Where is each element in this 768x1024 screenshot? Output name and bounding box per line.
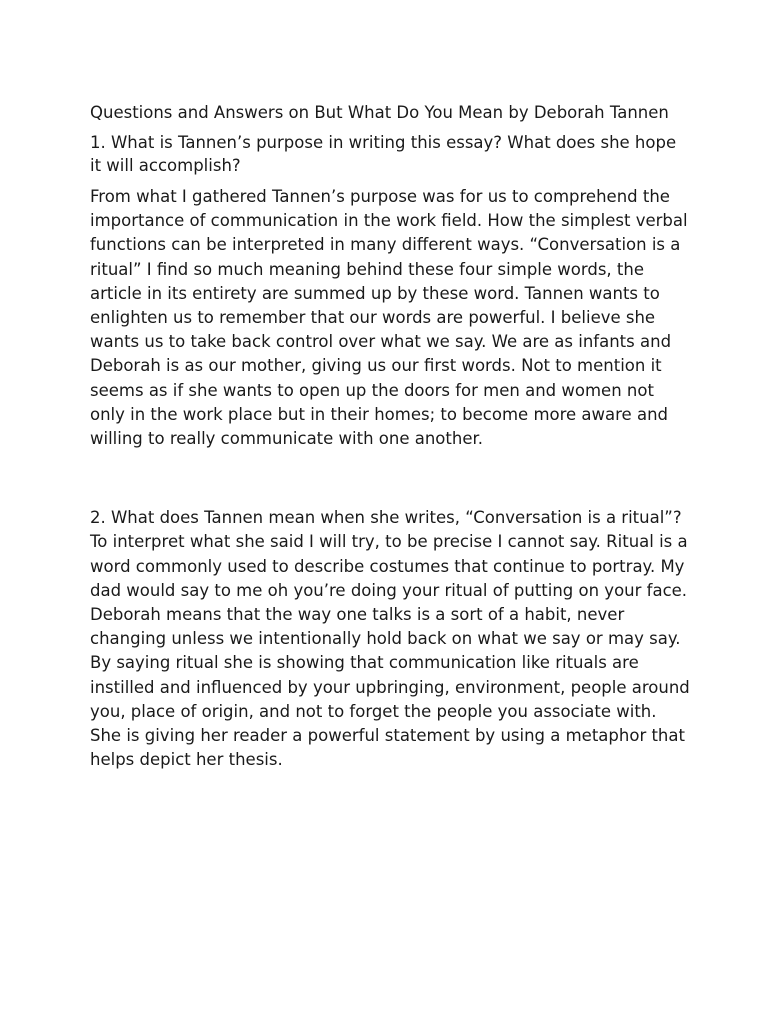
document-title: Questions and Answers on But What Do You Mean by Deborah Tannen	[90, 103, 669, 122]
question-2: 2. What does Tannen mean when she writes, “Conversation is a ritual”?	[90, 508, 682, 528]
question-1: 1. What is Tannen’s purpose in writing this essay? What does she hope it will accomplish?	[90, 133, 677, 175]
answer-1: From what I gathered Tannen’s purpose was for us to comprehend the importance of communication in the work field. How the simplest verbal functions can be interpreted in many different ways. “Conversation is a ritual” I find so much meaning behind these four simple words, the article in its entirety are summed up by these word. Tannen wants to enlighten us to remember that our words are powerful. I believe she wants us to take back control over what we say. We are as infants and Deborah is as our mother, giving us our first words. Not to mention it seems as if she wants to open up the doors for men and women not only in the work place but in their homes; to become more aware and willing to really communicate with one another.	[90, 187, 688, 449]
answer-2: To interpret what she said I will try, to be precise I cannot say. Ritual is a word commonly used to describe costumes that continue to portray. My dad would say to me oh you’re doing your ritual of putting on your face. Deborah means that the way one talks is a sort of a habit, never changing unless we intentionally hold back on what we say or may say. By saying ritual she is showing that communication like rituals are instilled and influenced by your upbringing, environment, people around you, place of origin, and not to forget the people you associate with. She is giving her reader a powerful statement by using a metaphor that helps depict her thesis.	[90, 532, 690, 770]
document-page	[90, 101, 690, 772]
section-spacer	[90, 451, 690, 506]
